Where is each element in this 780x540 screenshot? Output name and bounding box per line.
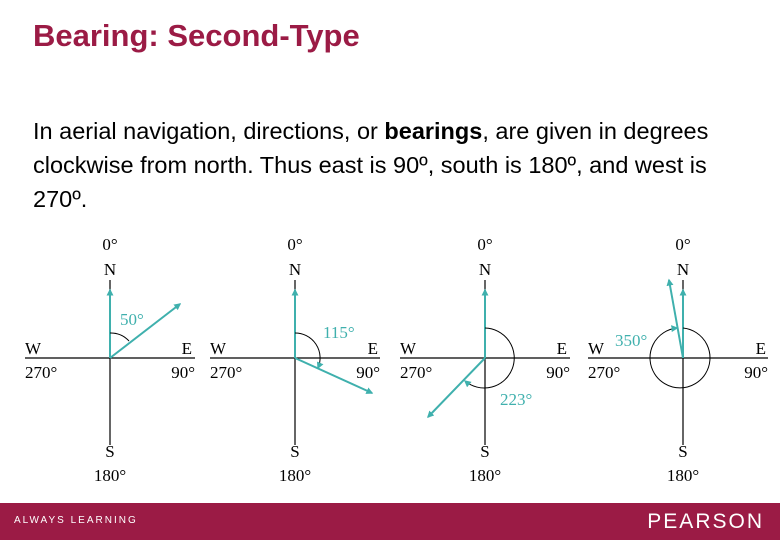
bearing-arrow (669, 280, 683, 358)
bearing-diagram-3 (400, 235, 570, 485)
bearing-diagram-1 (25, 235, 195, 485)
body-text-intro: In aerial navigation, directions, or (33, 118, 385, 144)
south-label: S (105, 442, 115, 461)
footer-tagline: ALWAYS LEARNING (14, 515, 138, 526)
east-degree-label: 90° (356, 363, 380, 382)
west-label: W (588, 339, 605, 358)
south-degree-label: 180° (666, 466, 700, 485)
body-text-keyword: bearings (384, 118, 483, 144)
south-degree-label: 180° (93, 466, 127, 485)
angle-label: 350° (615, 331, 648, 350)
north-degree-label: 0° (477, 235, 493, 254)
footer-bar (0, 503, 780, 540)
east-label: E (181, 339, 192, 358)
west-degree-label: 270° (400, 363, 433, 382)
south-degree-label: 180° (468, 466, 502, 485)
east-degree-label: 90° (546, 363, 570, 382)
bearing-diagram-2 (210, 235, 380, 485)
angle-arc (110, 333, 129, 341)
west-degree-label: 270° (210, 363, 243, 382)
east-label: E (556, 339, 567, 358)
south-degree-label: 180° (278, 466, 312, 485)
angle-label: 223° (500, 390, 533, 409)
east-degree-label: 90° (171, 363, 195, 382)
north-label: N (103, 260, 117, 279)
west-degree-label: 270° (588, 363, 621, 382)
west-label: W (25, 339, 42, 358)
body-text-rest: , are given in degrees clockwise from north. Thus east is 90º, south is 180º, and west is 270º. (33, 118, 709, 212)
west-label: W (400, 339, 417, 358)
north-label: N (478, 260, 492, 279)
north-label: N (676, 260, 690, 279)
north-degree-label: 0° (675, 235, 691, 254)
south-label: S (290, 442, 300, 461)
bearing-diagram-4 (588, 235, 768, 485)
north-label: N (288, 260, 302, 279)
north-degree-label: 0° (287, 235, 303, 254)
north-degree-label: 0° (102, 235, 118, 254)
angle-label: 115° (323, 323, 355, 342)
east-degree-label: 90° (744, 363, 768, 382)
pearson-logo: PEARSON (647, 510, 764, 533)
east-label: E (367, 339, 378, 358)
east-label: E (755, 339, 766, 358)
south-label: S (678, 442, 688, 461)
west-degree-label: 270° (25, 363, 58, 382)
angle-label: 50° (120, 310, 144, 329)
slide-title: Bearing: Second-Type (33, 18, 360, 53)
south-label: S (480, 442, 490, 461)
west-label: W (210, 339, 227, 358)
